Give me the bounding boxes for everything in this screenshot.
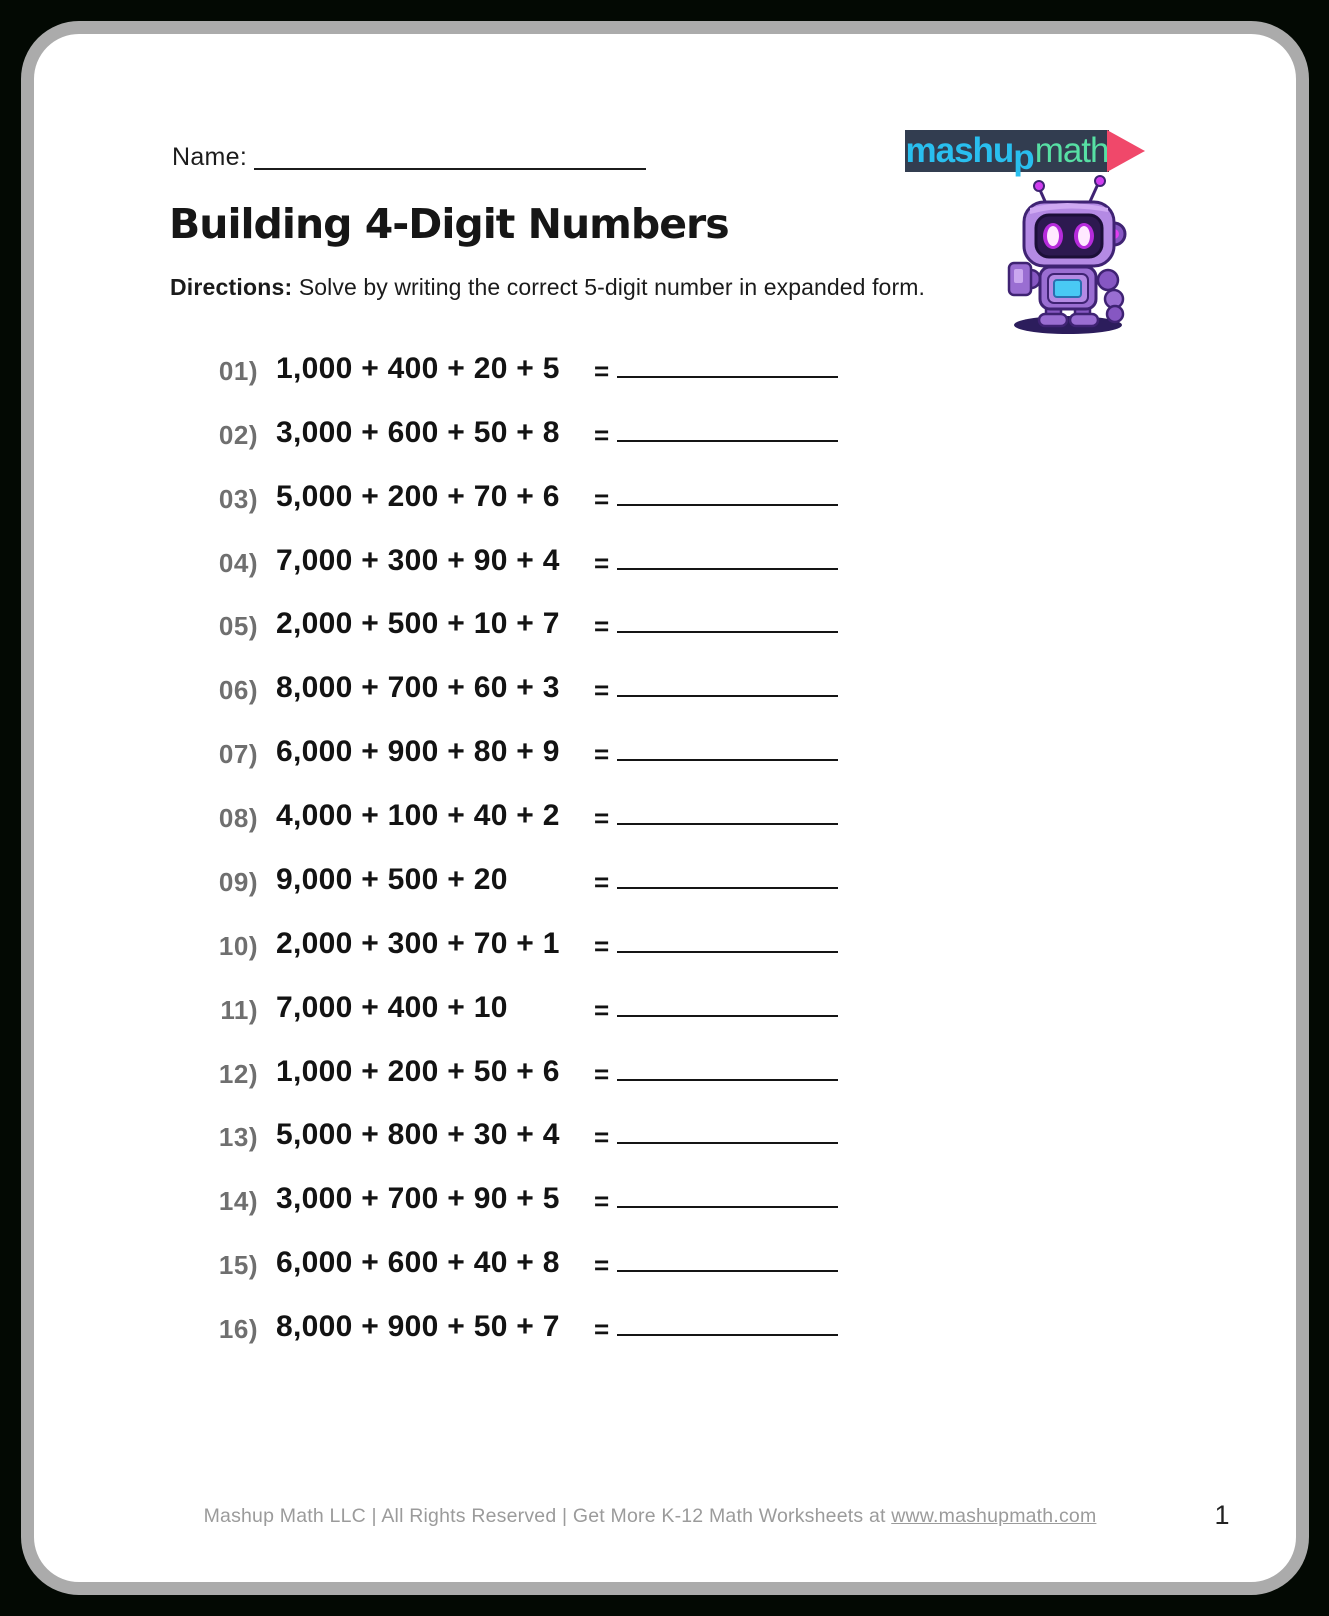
problem-row [0, 480, 1329, 520]
logo-text-p: p [1013, 138, 1034, 177]
answer-blank-line [617, 759, 838, 761]
logo-text-mashu: mashu [905, 131, 1014, 170]
mashupmath-logo [905, 130, 1109, 177]
problem-expression: 8,000 + 700 + 60 + 3 [276, 671, 560, 705]
problem-row [0, 927, 1329, 967]
problem-row [0, 863, 1329, 903]
problems-list [0, 352, 1329, 1362]
problem-number: 02) [218, 419, 258, 450]
logo-text-math: math [1034, 131, 1109, 170]
problem-row [0, 416, 1329, 456]
answer-blank-line [617, 951, 838, 953]
equals-sign: = [594, 994, 610, 1025]
equals-sign: = [594, 547, 610, 578]
problem-expression: 5,000 + 800 + 30 + 4 [276, 1118, 560, 1152]
problem-row [0, 671, 1329, 711]
problem-row [0, 1310, 1329, 1350]
problem-expression: 6,000 + 900 + 80 + 9 [276, 735, 560, 769]
play-triangle-icon [1107, 130, 1145, 172]
problem-number: 06) [218, 675, 258, 706]
page-title: Building 4-Digit Numbers [169, 200, 729, 248]
problem-number: 01) [218, 356, 258, 386]
problem-row [0, 544, 1329, 584]
problem-row [0, 735, 1329, 775]
robot-mascot-illustration [996, 168, 1136, 336]
equals-sign: = [594, 930, 610, 961]
problem-expression: 2,000 + 500 + 10 + 7 [276, 607, 560, 641]
problem-expression: 6,000 + 600 + 40 + 8 [276, 1246, 560, 1280]
equals-sign: = [594, 739, 610, 770]
directions [170, 274, 1030, 301]
answer-blank-line [617, 440, 838, 442]
answer-blank-line [617, 1270, 838, 1272]
problem-expression: 3,000 + 600 + 50 + 8 [276, 415, 560, 449]
equals-sign: = [594, 1058, 610, 1089]
problem-number: 08) [218, 803, 258, 834]
problem-number: 11) [220, 994, 258, 1025]
problem-number: 03) [218, 483, 258, 514]
problem-number: 12) [218, 1058, 258, 1089]
equals-sign: = [594, 611, 610, 642]
equals-sign: = [594, 419, 610, 450]
answer-blank-line [617, 1015, 838, 1017]
problem-number: 07) [218, 739, 258, 770]
answer-blank-line [617, 1206, 838, 1208]
footer [170, 1505, 1130, 1528]
problem-number: 15) [218, 1250, 258, 1281]
answer-blank-line [617, 695, 838, 697]
answer-blank-line [617, 376, 838, 378]
answer-blank-line [617, 631, 838, 633]
equals-sign: = [594, 1122, 610, 1153]
directions-label: Directions: [170, 274, 293, 300]
answer-blank-line [617, 1142, 838, 1144]
problem-number: 05) [218, 611, 258, 642]
problem-row [0, 607, 1329, 647]
answer-blank-line [617, 1334, 838, 1336]
problem-row [0, 991, 1329, 1031]
problem-expression: 7,000 + 400 + 10 [276, 990, 508, 1024]
equals-sign: = [594, 1314, 610, 1345]
problem-row [0, 799, 1329, 839]
problem-expression: 2,000 + 300 + 70 + 1 [276, 926, 560, 960]
problem-expression: 5,000 + 200 + 70 + 6 [276, 479, 560, 513]
problem-row [0, 1118, 1329, 1158]
equals-sign: = [594, 803, 610, 834]
problem-number: 14) [218, 1186, 258, 1217]
problem-expression: 7,000 + 300 + 90 + 4 [276, 543, 560, 577]
equals-sign: = [594, 675, 610, 706]
problem-number: 09) [218, 866, 258, 897]
name-label: Name: [172, 143, 248, 171]
name-blank-line [254, 142, 646, 170]
answer-blank-line [617, 568, 838, 570]
answer-blank-line [617, 1079, 838, 1081]
equals-sign: = [594, 1186, 610, 1217]
footer-link[interactable]: www.mashupmath.com [891, 1505, 1097, 1527]
problem-expression: 8,000 + 900 + 50 + 7 [276, 1310, 560, 1344]
problem-row [0, 1182, 1329, 1222]
directions-text: Solve by writing the correct 5-digit number in expanded form. [292, 274, 925, 300]
problem-expression: 3,000 + 700 + 90 + 5 [276, 1182, 560, 1216]
problem-number: 13) [218, 1122, 258, 1153]
problem-number: 16) [218, 1314, 258, 1345]
answer-blank-line [617, 504, 838, 506]
problem-expression: 4,000 + 100 + 40 + 2 [276, 799, 560, 833]
problem-number: 04) [218, 547, 258, 578]
problem-expression: 1,000 + 400 + 20 + 5 [276, 352, 560, 385]
equals-sign: = [594, 1250, 610, 1281]
page-number: 1 [1214, 1500, 1230, 1530]
problem-expression: 1,000 + 200 + 50 + 6 [276, 1054, 560, 1088]
problem-number: 10) [218, 930, 258, 961]
problem-row [0, 1246, 1329, 1286]
problem-expression: 9,000 + 500 + 20 [276, 862, 508, 896]
equals-sign: = [594, 483, 610, 514]
problem-row [0, 1055, 1329, 1095]
answer-blank-line [617, 823, 838, 825]
equals-sign: = [594, 866, 610, 897]
equals-sign: = [594, 356, 610, 386]
footer-text: Mashup Math LLC | All Rights Reserved | Get More K-12 Math Worksheets at [203, 1505, 892, 1527]
problem-row [0, 352, 1329, 392]
answer-blank-line [617, 887, 838, 889]
